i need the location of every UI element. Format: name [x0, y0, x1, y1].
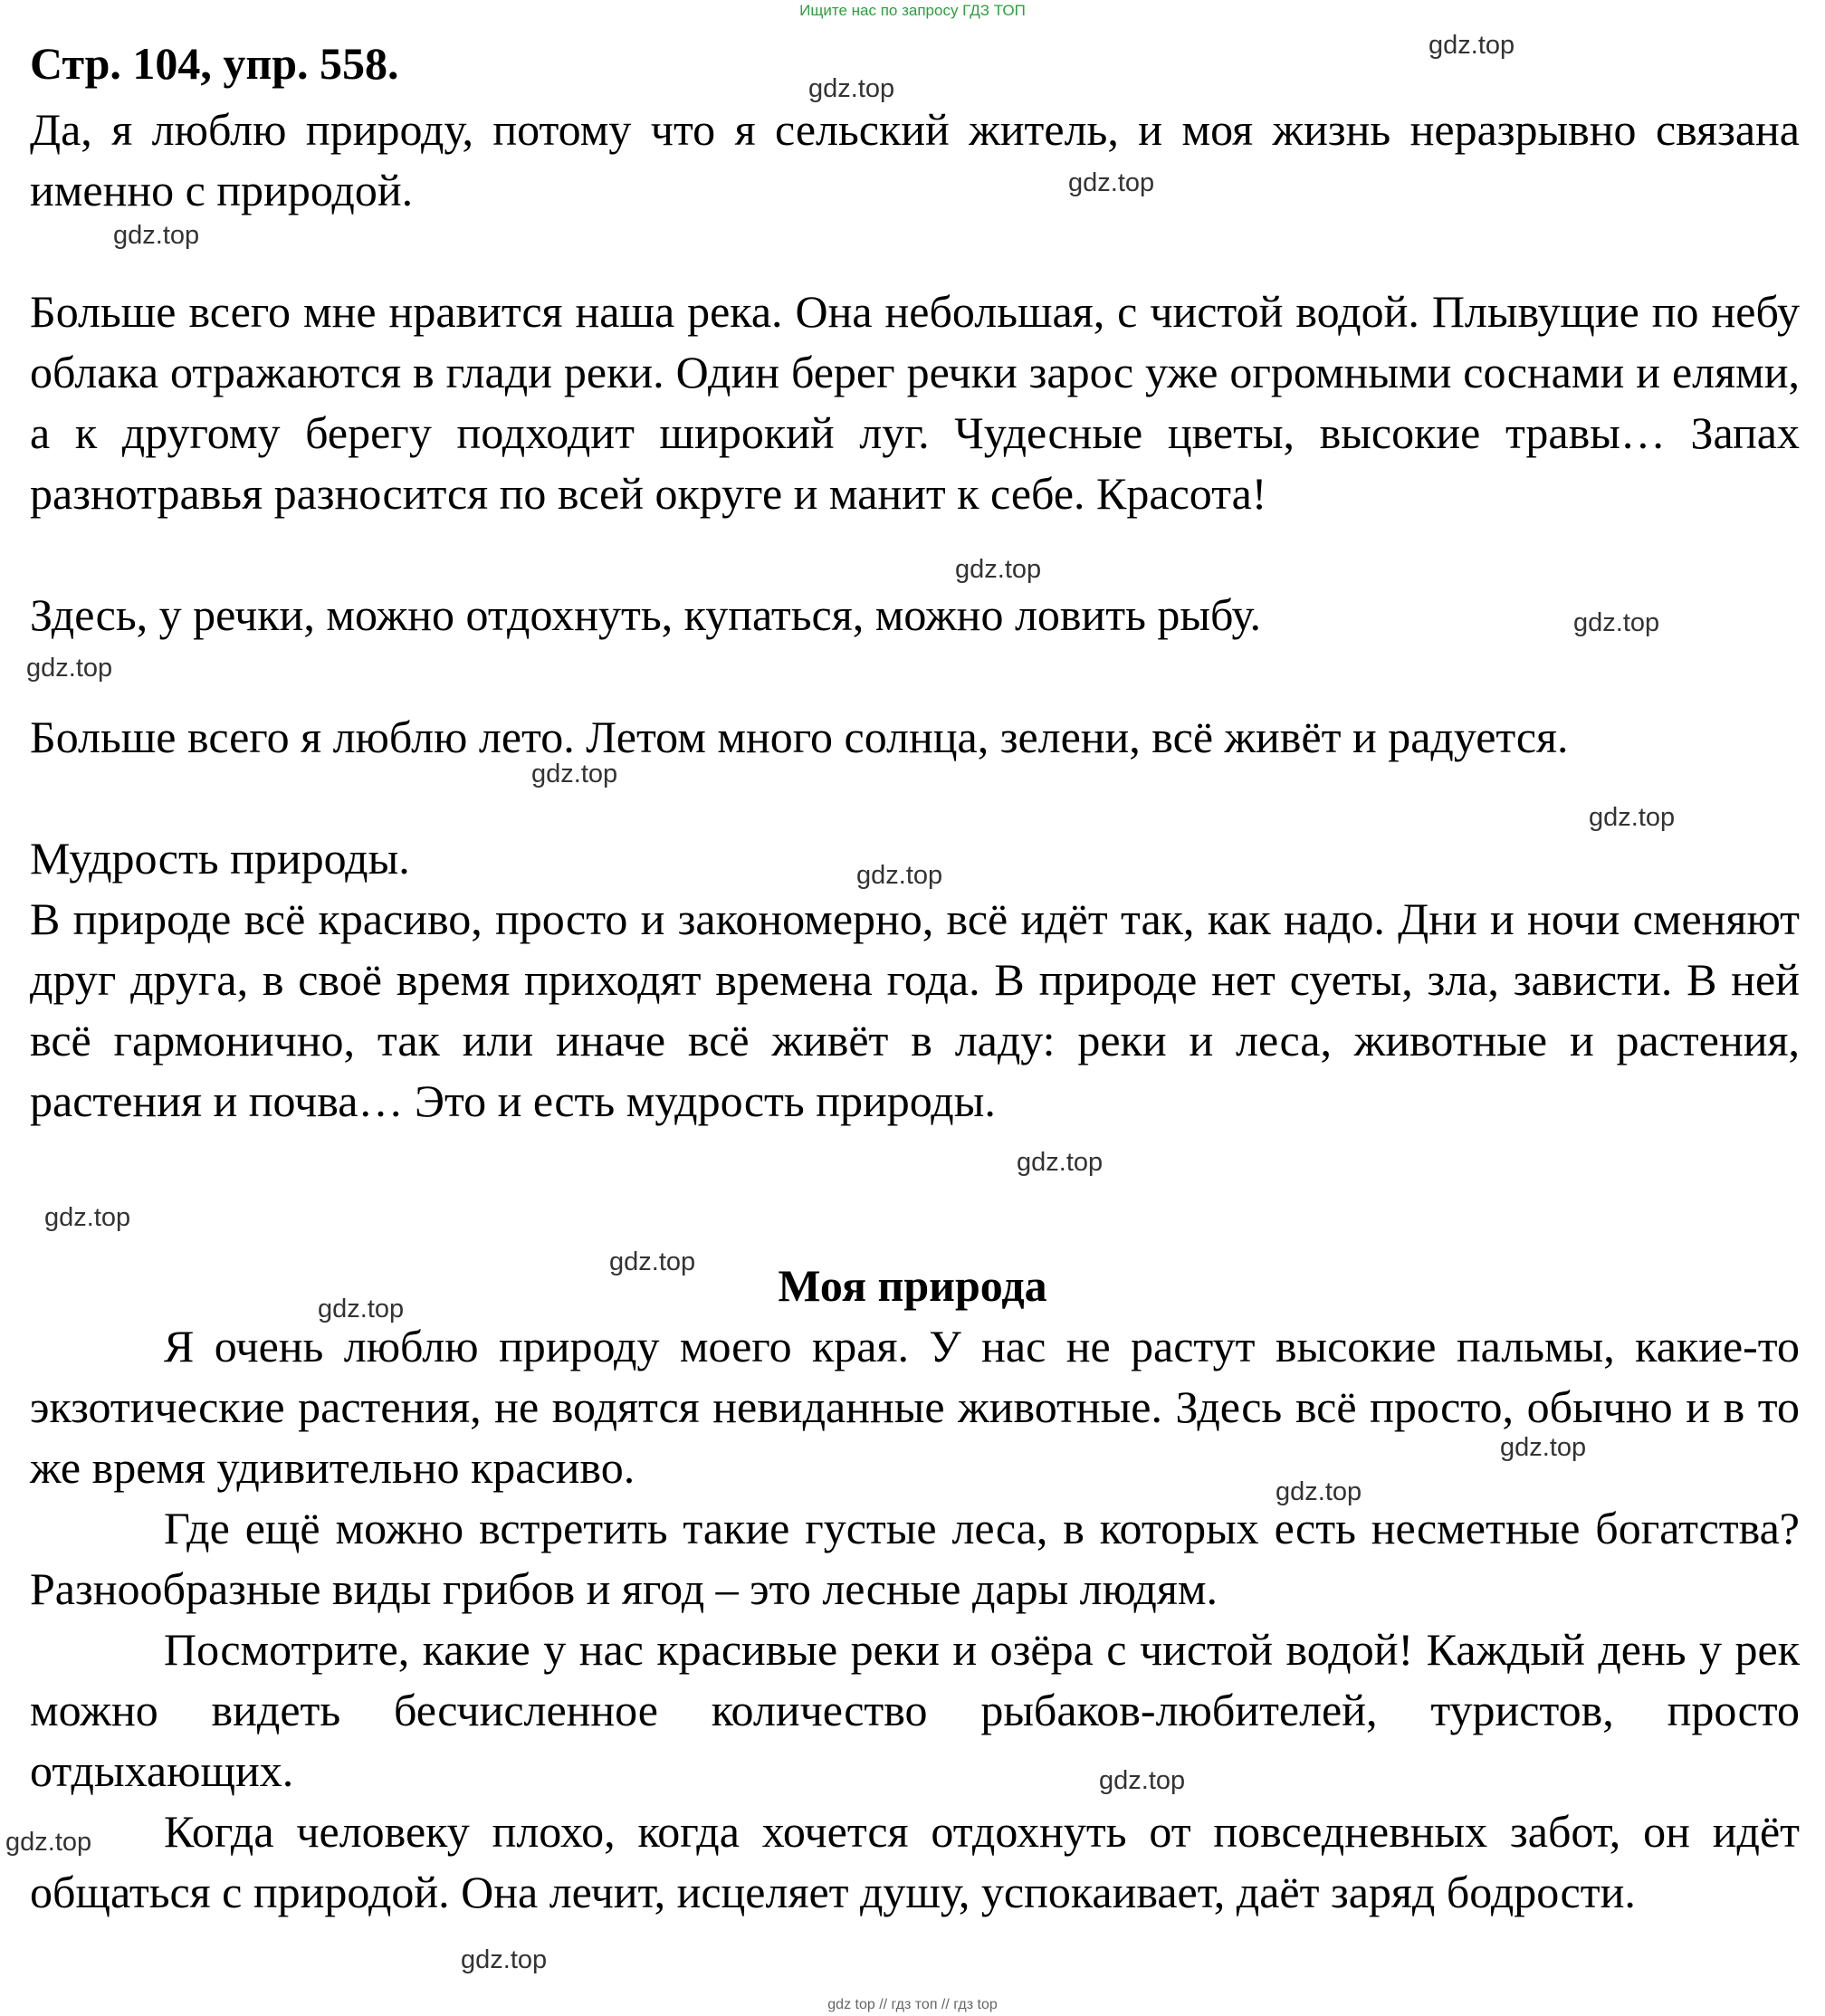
section-title-wisdom: Мудрость природы. [30, 833, 410, 884]
watermark: gdz.top [856, 861, 943, 890]
watermark: gdz.top [1500, 1433, 1587, 1462]
watermark: gdz.top [318, 1295, 405, 1323]
watermark: gdz.top [808, 74, 895, 103]
footer-watermark: gdz top // гдз топ // гдз top [827, 1997, 998, 2012]
watermark: gdz.top [1428, 31, 1515, 60]
watermark: gdz.top [5, 1828, 92, 1857]
answer-paragraph-3: Здесь, у речки, можно отдохнуть, купаться, можно ловить рыбу. [30, 589, 1262, 640]
watermark: gdz.top [461, 1945, 548, 1974]
watermark: gdz.top [1276, 1477, 1362, 1506]
watermark: gdz.top [531, 760, 618, 788]
top-banner: Ищите нас по запросу ГДЗ ТОП [799, 2, 1026, 19]
essay-paragraph-2: Где ещё можно встретить такие густые леса, в которых есть несметные богатства? Разнообразные виды грибов и ягод – это лесные дары людям. [30, 1503, 1800, 1614]
watermark: gdz.top [1017, 1148, 1104, 1177]
answer-paragraph-5: В природе всё красиво, просто и закономерно, всё идёт так, как надо. Дни и ночи сменяют друг друга, в своё время приходят времена года. В природе нет суеты, зла, зависти. В ней всё гармонично, так или иначе всё живёт в ладу: реки и леса, животные и растения, растения и почва… Это и есть мудрость природы. [30, 893, 1800, 1126]
watermark: gdz.top [26, 654, 113, 683]
essay-paragraph-4: Когда человеку плохо, когда хочется отдохнуть от повседневных забот, он идёт общаться с природой. Она лечит, исцеляет душу, успокаивает, даёт заряд бодрости. [30, 1806, 1800, 1917]
watermark: gdz.top [955, 555, 1042, 584]
essay-paragraph-3: Посмотрите, какие у нас красивые реки и озёра с чистой водой! Каждый день у рек можно видеть бесчисленное количество рыбаков-любителей, туристов, просто отдыхающих. [30, 1624, 1800, 1796]
watermark: gdz.top [609, 1247, 696, 1276]
answer-paragraph-2: Больше всего мне нравится наша река. Она небольшая, с чистой водой. Плывущие по небу облака отражаются в глади реки. Один берег речки зарос уже огромными соснами и елями, а к другому берегу подходит широкий луг. Чудесные цветы, высокие травы… Запах разнотравья разносится по всей округе и манит к себе. Красота! [30, 286, 1800, 519]
answer-paragraph-1: Да, я люблю природу, потому что я сельский житель, и моя жизнь неразрывно связана именно с природой. [30, 104, 1800, 215]
watermark: gdz.top [44, 1203, 131, 1232]
watermark: gdz.top [1573, 608, 1660, 637]
essay-title: Моя природа [778, 1260, 1047, 1311]
exercise-heading: Стр. 104, упр. 558. [30, 38, 399, 89]
answer-paragraph-4: Больше всего я люблю лето. Летом много солнца, зелени, всё живёт и радуется. [30, 712, 1569, 762]
watermark: gdz.top [1589, 803, 1676, 832]
watermark: gdz.top [113, 221, 200, 250]
watermark: gdz.top [1099, 1766, 1186, 1795]
essay-paragraph-1: Я очень люблю природу моего края. У нас не растут высокие пальмы, какие-то экзотические растения, не водятся невиданные животные. Здесь всё просто, обычно и в то же время удивительно красиво. [30, 1321, 1800, 1493]
watermark: gdz.top [1068, 168, 1155, 197]
